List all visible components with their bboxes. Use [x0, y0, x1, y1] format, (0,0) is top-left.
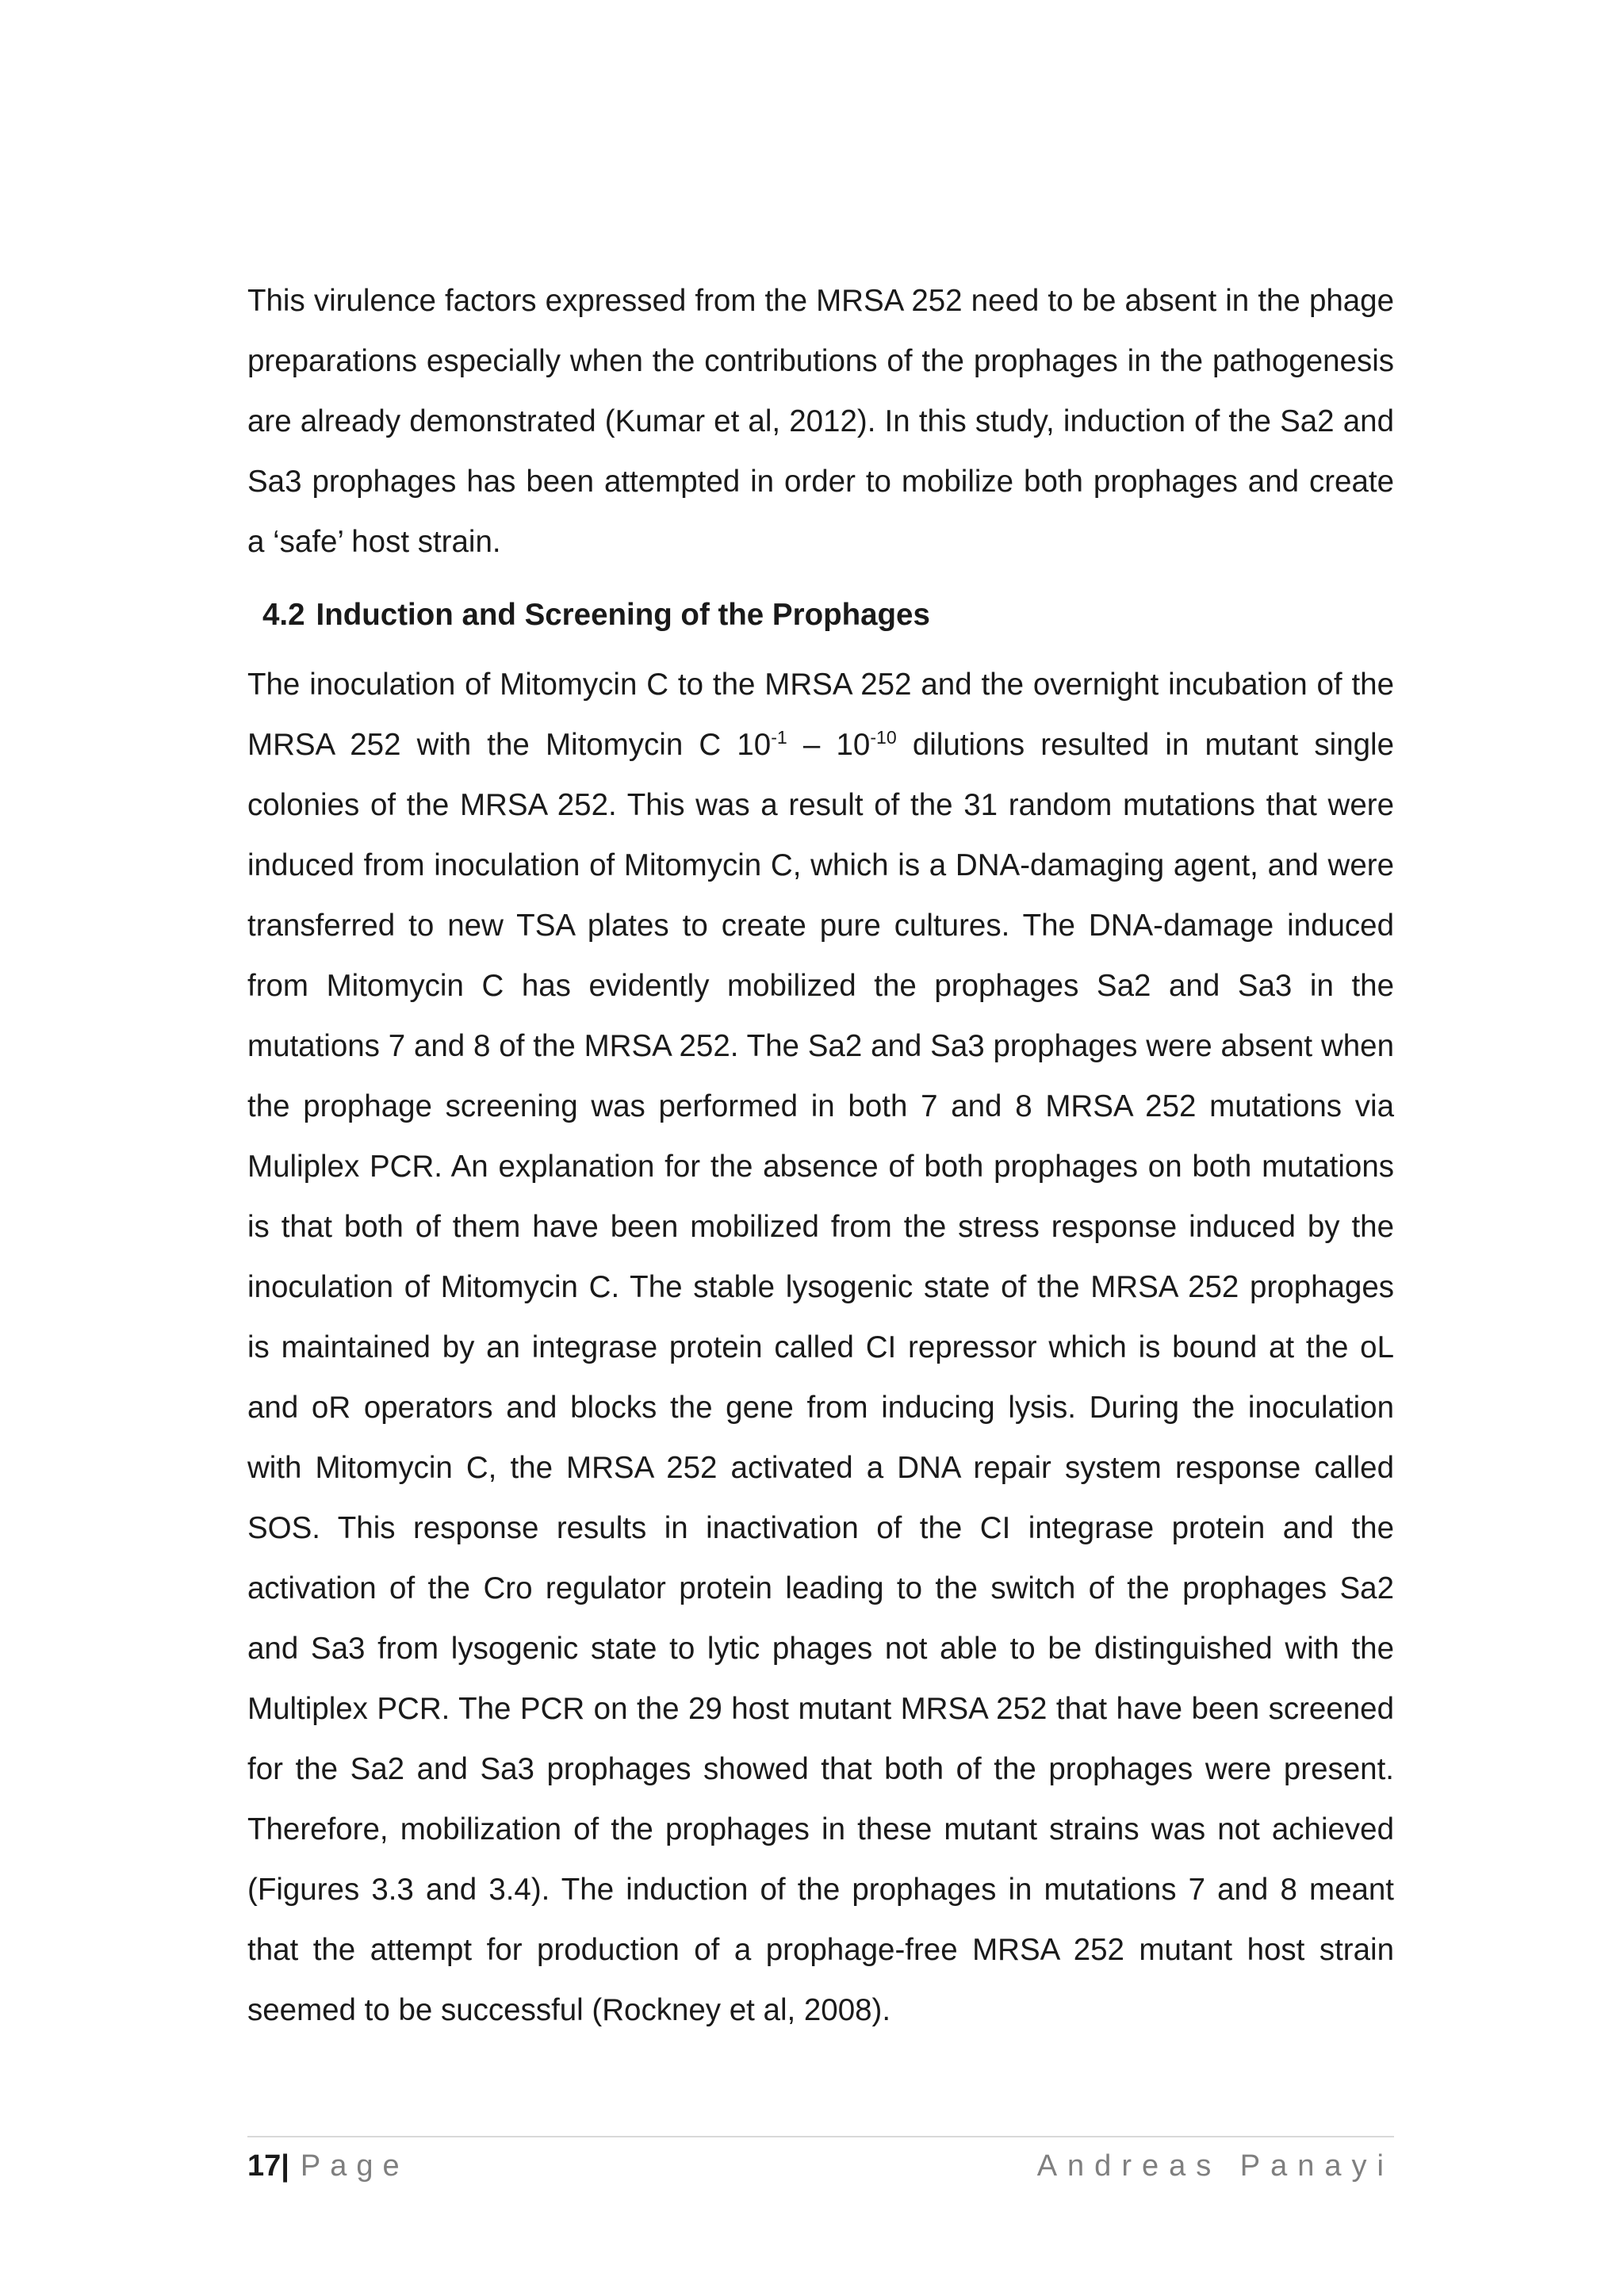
footer-divider [247, 2136, 1394, 2137]
footer-separator: | [281, 2149, 289, 2183]
page-label: Page [300, 2149, 409, 2183]
results-paragraph [247, 655, 1394, 2041]
section-title: Induction and Screening of the Prophages [316, 598, 930, 632]
results-text-start: The inoculation of Mitomycin C to the MRSA 252 and the overnight incubation of the MRSA 252 with the Mitomycin C 10 [247, 668, 1394, 762]
page-footer-left [247, 2147, 409, 2185]
results-text-dash: – 10 [787, 728, 871, 762]
page-number: 17 [247, 2149, 282, 2183]
section-heading [262, 593, 1394, 637]
results-text-rest: dilutions resulted in mutant single colonies of the MRSA 252. This was a result of the 31 random mutations that were induced from inoculation of Mitomycin C, which is a DNA-damaging agent, and were transferred to new TSA plates to create pure cultures. The DNA-damage induced from Mitomycin C has evidently mobilized the prophages Sa2 and Sa3 in the mutations 7 and 8 of the MRSA 252. The Sa2 and Sa3 prophages were absent when the prophage screening was performed in both 7 and 8 MRSA 252 mutations via Muliplex PCR. An explanation for the absence of both prophages on both mutations is that both of them have been mobilized from the stress response induced by the inoculation of Mitomycin C. The stable lysogenic state of the MRSA 252 prophages is maintained by an integrase protein called CI repressor which is bound at the oL and oR operators and blocks the gene from inducing lysis. During the inoculation with Mitomycin C, the MRSA 252 activated a DNA repair system response called SOS. This response results in inactivation of the CI integrase protein and the activation of the Cro regulator protein leading to the switch of the prophages Sa2 and Sa3 from lysogenic state to lytic phages not able to be distinguished with the Multiplex PCR. The PCR on the 29 host mutant MRSA 252 that have been screened for the Sa2 and Sa3 prophages showed that both of the prophages were present. Therefore, mobilization of the prophages in these mutant strains was not achieved (Figures 3.3 and 3.4). The induction of the prophages in mutations 7 and 8 meant that the attempt for production of a prophage-free MRSA 252 mutant host strain seemed to be successful (Rockney et al, 2008). [247, 728, 1394, 2027]
dilution-exponent-low: -1 [771, 727, 787, 748]
document-body [247, 271, 1394, 2041]
section-number: 4.2 [262, 598, 305, 632]
dilution-exponent-high: -10 [870, 727, 897, 748]
footer-author: Andreas Panayi [1036, 2149, 1394, 2183]
intro-paragraph: This virulence factors expressed from the MRSA 252 need to be absent in the phage preparations especially when the contributions of the prophages in the pathogenesis are already demonstrated (Kumar et al, 2012). In this study, induction of the Sa2 and Sa3 prophages has been attempted in order to mobilize both prophages and create a ‘safe’ host strain. [247, 284, 1394, 559]
